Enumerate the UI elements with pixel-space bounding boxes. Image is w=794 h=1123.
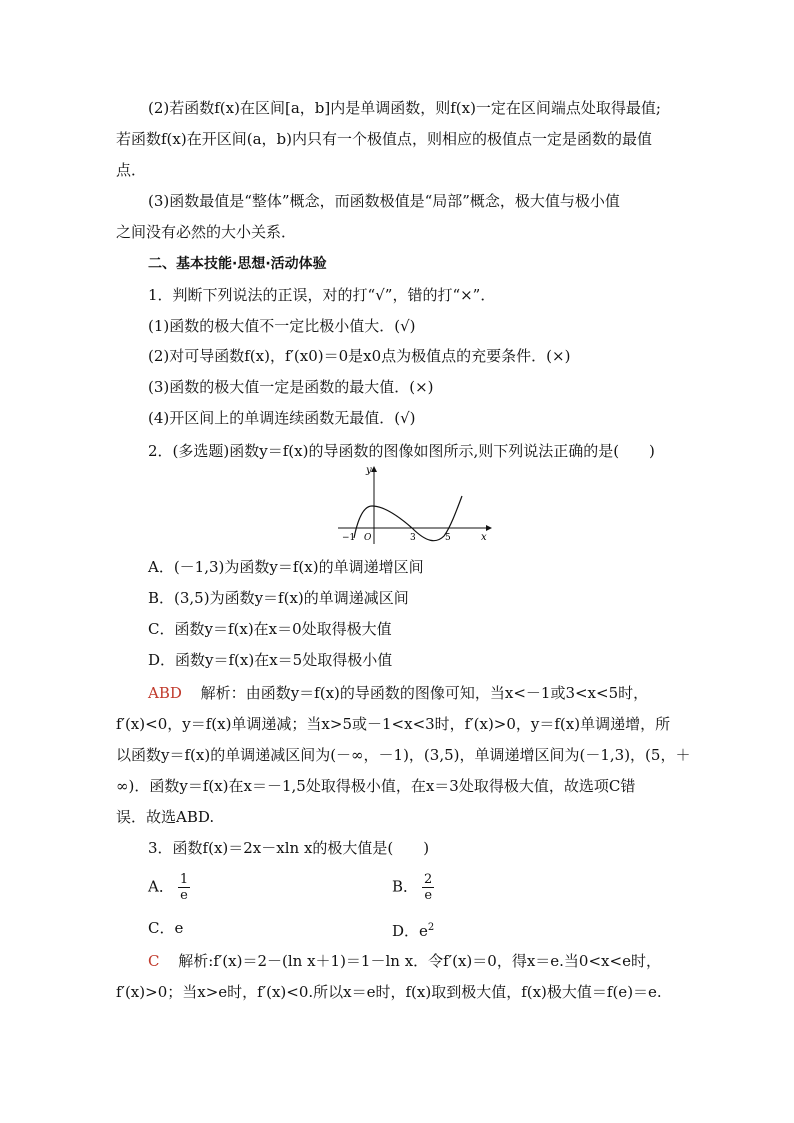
origin-label: O bbox=[364, 533, 372, 543]
derivative-graph bbox=[336, 466, 492, 546]
q1-item-3: (3)函数的极大值一定是函数的最大值．(×) bbox=[148, 378, 434, 396]
x-axis-label: x bbox=[481, 532, 487, 543]
fraction-denominator: e bbox=[424, 888, 433, 903]
q3-option-b bbox=[392, 872, 434, 903]
fraction-numerator: 2 bbox=[424, 872, 433, 887]
q1-item-4: (4)开区间上的单调连续函数无最值．(√) bbox=[148, 409, 416, 427]
q2-analysis-text-1: 由函数y＝f(x)的导函数的图像可知，当x<－1或3<x<5时， bbox=[245, 684, 649, 702]
q2-analysis-line-5: 误．故选ABD. bbox=[116, 808, 215, 826]
q2-analysis-label: 解析： bbox=[200, 684, 246, 702]
q2-analysis-line-2: f′(x)<0，y＝f(x)单调递减；当x>5或－1<x<3时，f′(x)>0，y＝f(x)单调递增，所 bbox=[116, 715, 671, 733]
y-axis-label: y bbox=[366, 466, 372, 476]
q2-option-d: D．函数y＝f(x)在x＝5处取得极小值 bbox=[148, 651, 393, 669]
note-2-line-2: 若函数f(x)在开区间(a，b)内只有一个极值点，则相应的极值点一定是函数的最值 bbox=[116, 130, 652, 148]
q2-analysis-line-3: 以函数y＝f(x)的单调递减区间为(－∞，－1)，(3,5)，单调递增区间为(－1,3)，(5，＋ bbox=[116, 746, 691, 764]
q2-answer: ABD bbox=[148, 684, 182, 702]
note-2-line-3: 点． bbox=[116, 161, 147, 179]
q3-option-a-label: A． bbox=[148, 877, 174, 896]
note-2-line-1: (2)若函数f(x)在区间[a，b]内是单调函数，则f(x)一定在区间端点处取得最值; bbox=[148, 99, 661, 117]
fraction-denominator: e bbox=[180, 888, 188, 903]
q3-answer: C bbox=[148, 952, 160, 970]
tick-label-5: 5 bbox=[445, 533, 451, 543]
q2-stem: 2．(多选题)函数y＝f(x)的导函数的图像如图所示,则下列说法正确的是( ) bbox=[148, 442, 655, 460]
tick-label-3: 3 bbox=[410, 533, 416, 543]
fraction-1-over-e bbox=[178, 872, 190, 903]
q3-option-d-label: D．e bbox=[392, 922, 428, 940]
q3-analysis-line-2: f′(x)>0；当x>e时，f′(x)<0.所以x＝e时，f(x)取到极大值，f(x)极大值＝f(e)＝e. bbox=[116, 983, 662, 1001]
fraction-2-over-e bbox=[422, 872, 434, 903]
fraction-numerator: 1 bbox=[179, 872, 189, 887]
x-axis-arrow bbox=[486, 525, 492, 531]
tick-label-neg1: −1 bbox=[342, 533, 356, 543]
q2-option-a: A．(－1,3)为函数y＝f(x)的单调递增区间 bbox=[148, 558, 424, 576]
q1-item-1: (1)函数的极大值不一定比极小值大．(√) bbox=[148, 317, 416, 335]
q3-analysis-line-1 bbox=[148, 951, 661, 971]
q1-item-2: (2)对可导函数f(x)，f′(x0)＝0是x0点为极值点的充要条件．(×) bbox=[148, 347, 571, 365]
note-3-line-2: 之间没有必然的大小关系． bbox=[116, 223, 297, 241]
q3-option-c: C．e bbox=[148, 919, 184, 937]
q2-analysis-line-4: ∞)．函数y＝f(x)在x＝－1,5处取得极小值，在x＝3处取得极大值，故选项C错 bbox=[116, 777, 636, 795]
q3-stem: 3．函数f(x)＝2x－xln x的极大值是( ) bbox=[148, 839, 430, 857]
q3-option-d-exponent: 2 bbox=[427, 922, 435, 933]
q3-analysis-label: 解析: bbox=[178, 952, 214, 970]
q3-option-b-label: B． bbox=[392, 877, 419, 896]
q2-analysis-line-1 bbox=[148, 683, 648, 703]
q3-option-a bbox=[148, 872, 190, 903]
section-title: 二、基本技能·思想·活动体验 bbox=[148, 256, 327, 272]
q2-option-b: B．(3,5)为函数y＝f(x)的单调递减区间 bbox=[148, 589, 409, 607]
q3-analysis-text-1: f′(x)＝2－(ln x＋1)＝1－ln x．令f′(x)＝0，得x＝e.当0<x<e时， bbox=[213, 952, 661, 970]
q1-stem: 1．判断下列说法的正误，对的打“√”，错的打“×”． bbox=[148, 286, 496, 304]
note-3-line-1: (3)函数最值是“整体”概念，而函数极值是“局部”概念，极大值与极小值 bbox=[148, 192, 620, 210]
y-axis-arrow bbox=[371, 466, 377, 472]
q2-option-c: C．函数y＝f(x)在x＝0处取得极大值 bbox=[148, 620, 392, 638]
q3-option-d bbox=[392, 918, 434, 941]
